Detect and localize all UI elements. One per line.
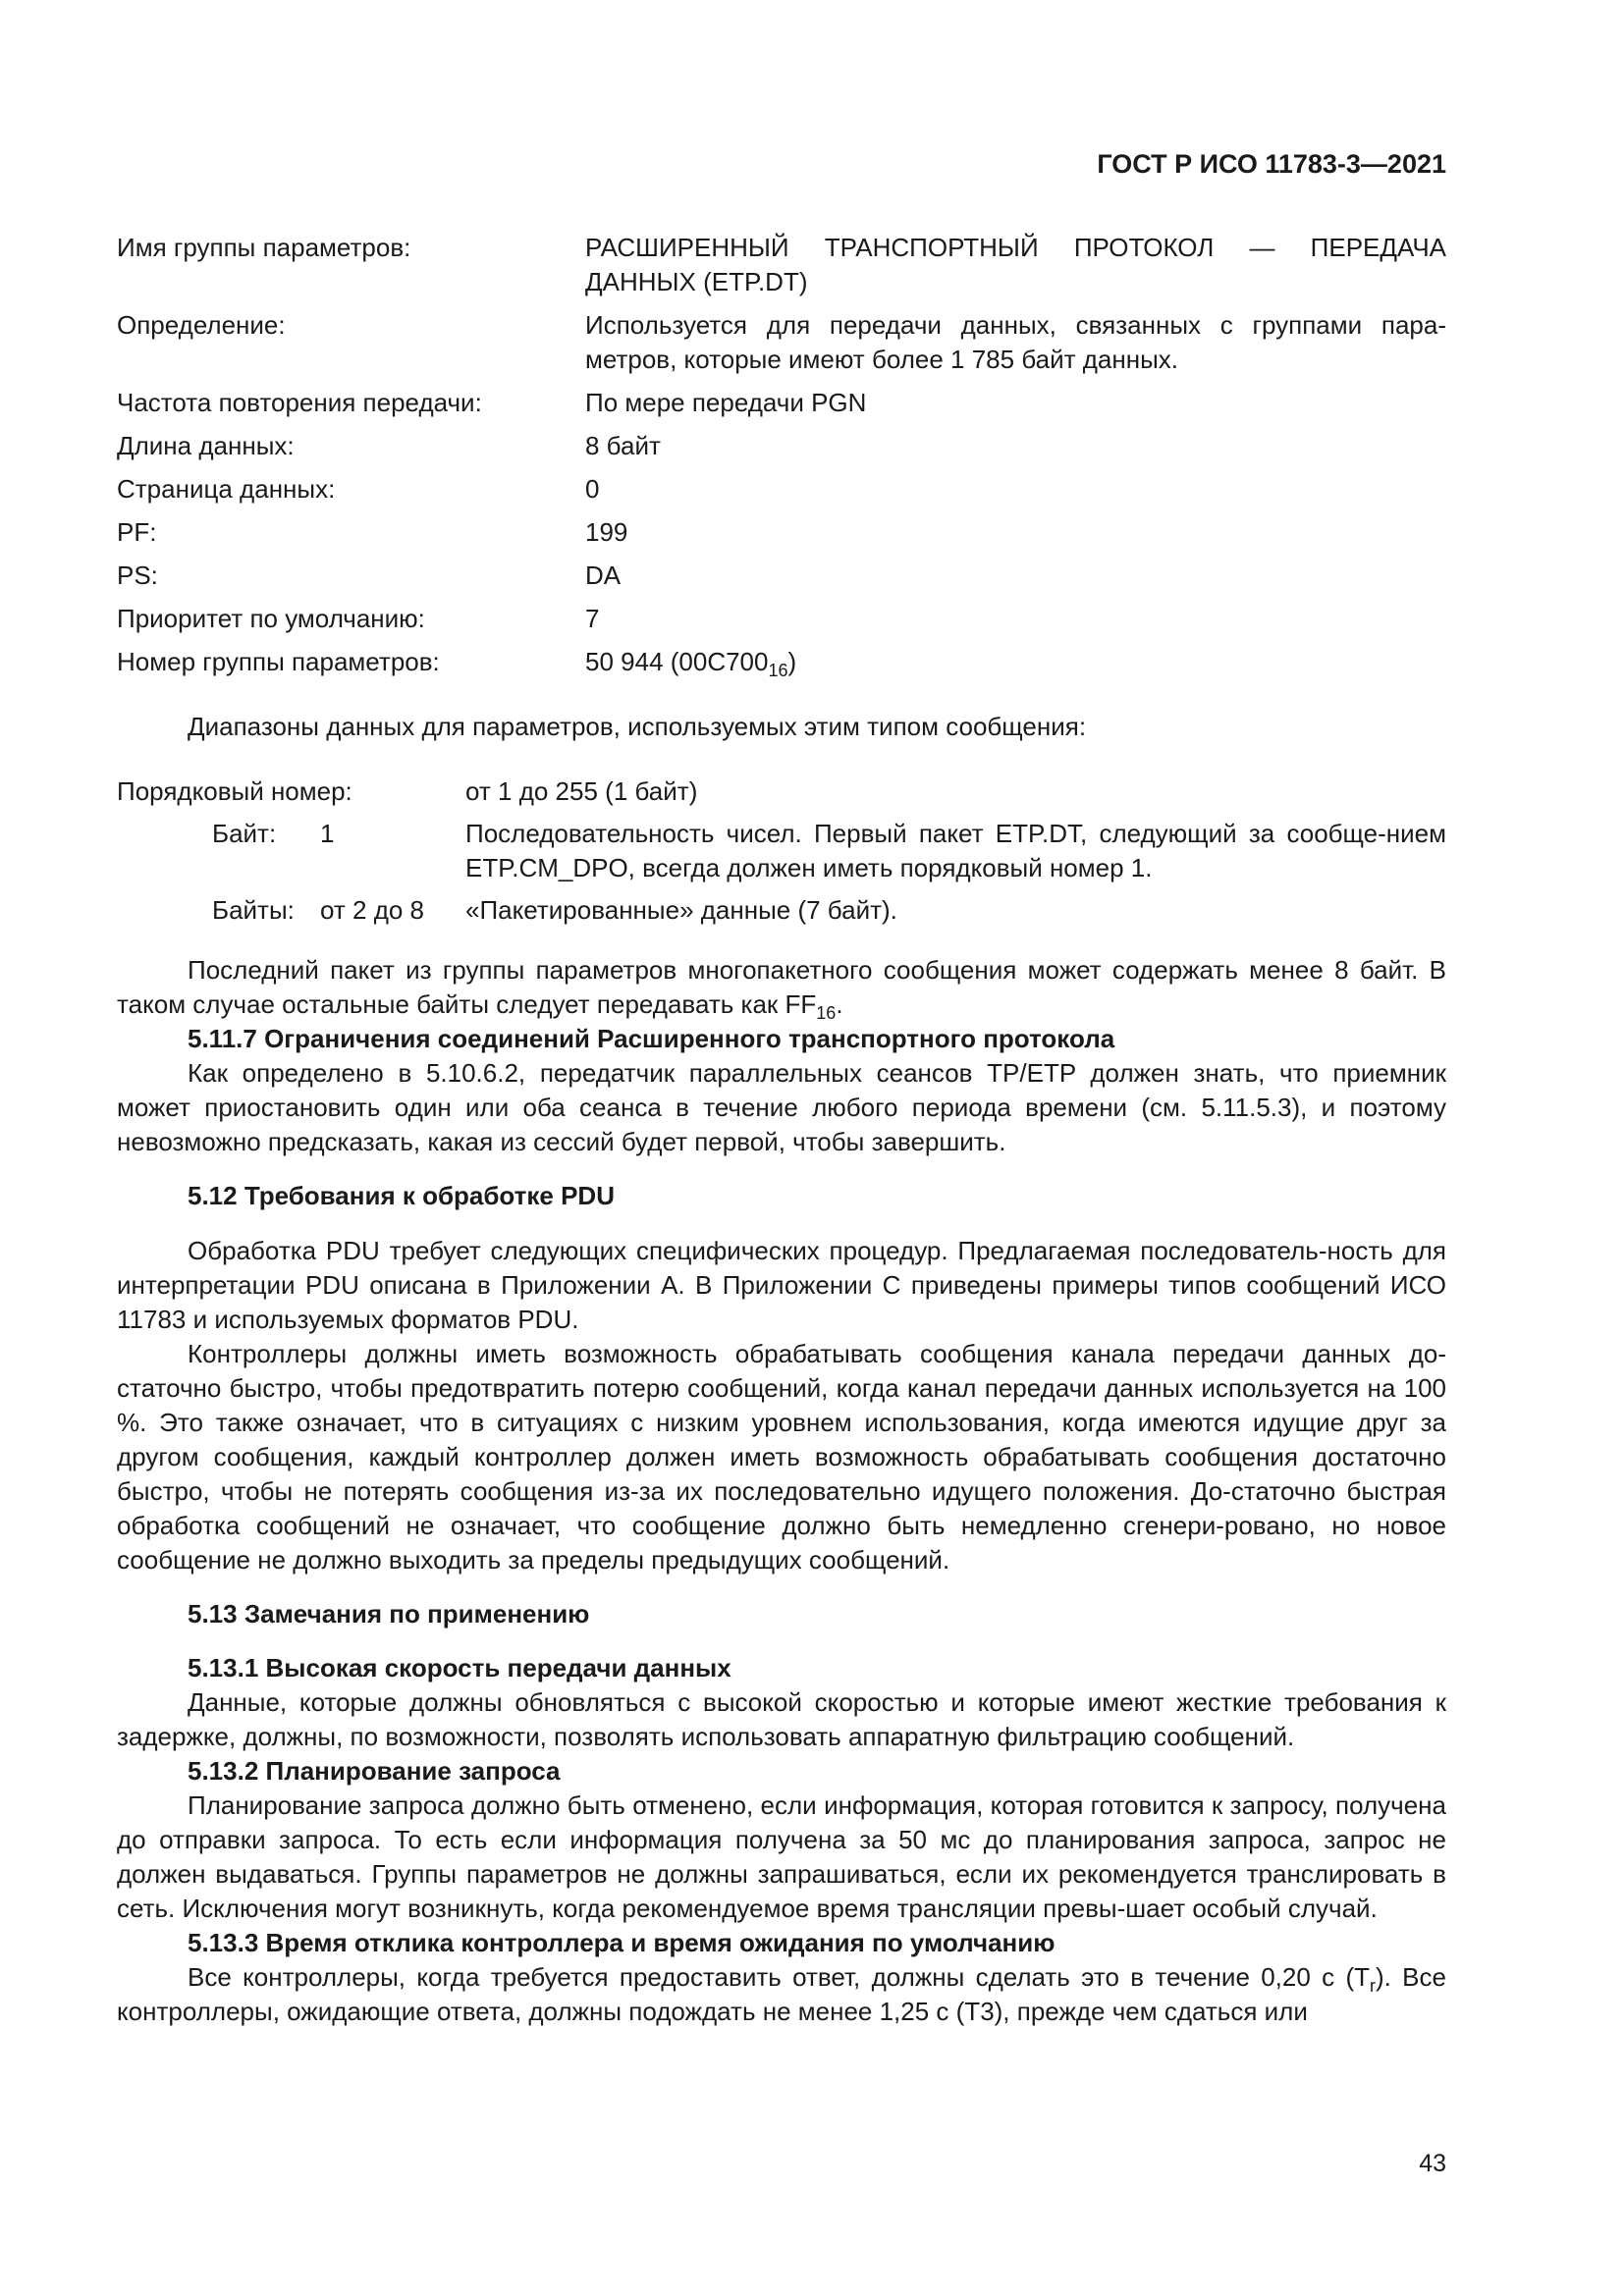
- param-value: 8 байт: [585, 431, 661, 460]
- param-row: [117, 308, 1446, 377]
- param-label: Имя группы параметров:: [117, 233, 411, 262]
- param-value: Используется для передачи данных, связанных с группами пара-метров, которые имеют более 1 785 байт данных.: [585, 310, 1446, 374]
- param-value: РАСШИРЕННЫЙ ТРАНСПОРТНЫЙ ПРОТОКОЛ — ПЕРЕДАЧА ДАННЫХ (ETP.DT): [585, 233, 1446, 296]
- param-row: [117, 602, 1446, 636]
- sequence-table: [117, 774, 1446, 928]
- section-heading-5-11-7: 5.11.7 Ограничения соединений Расширенного транспортного протокола: [188, 1024, 1115, 1053]
- parameter-table: [117, 231, 1446, 679]
- page-content: [117, 231, 1446, 2029]
- byte-description: «Пакетированные» данные (7 байт).: [465, 895, 897, 925]
- section-heading-5-13-3: 5.13.3 Время отклика контроллера и время ожидания по умолчанию: [188, 1928, 1056, 1957]
- param-value: 199: [585, 517, 628, 547]
- param-label: PF:: [117, 517, 157, 547]
- param-label: PS:: [117, 561, 158, 590]
- paragraph-5-11-7: Как определено в 5.10.6.2, передатчик параллельных сеансов TP/ETP должен знать, что приемник может приостановить один или оба сеанса в течение любого периода времени (см. 5.11.5.3), и поэтому невозможно предсказать, какая из сессий будет первой, чтобы завершить.: [117, 1058, 1446, 1156]
- sequence-byte-row: [117, 817, 1446, 885]
- ranges-intro: Диапазоны данных для параметров, используемых этим типом сообщения:: [188, 712, 1087, 741]
- param-value: DA: [585, 561, 622, 590]
- param-label: Номер группы параметров:: [117, 647, 440, 676]
- sequence-header-row: [117, 774, 1446, 809]
- sequence-byte-row: [117, 893, 1446, 928]
- section-heading-5-13-2: 5.13.2 Планирование запроса: [188, 1756, 561, 1786]
- param-label: Частота повторения передачи:: [117, 388, 482, 417]
- param-value: По мере передачи PGN: [585, 388, 867, 417]
- section-heading-5-13: 5.13 Замечания по применению: [188, 1599, 590, 1629]
- byte-index: 1: [320, 819, 335, 848]
- param-row: [117, 472, 1446, 507]
- section-heading-5-13-1: 5.13.1 Высокая скорость передачи данных: [188, 1653, 731, 1682]
- param-row: [117, 429, 1446, 463]
- param-row: [117, 515, 1446, 550]
- param-value: 0: [585, 474, 600, 504]
- paragraph-5-13-3: Все контроллеры, когда требуется предоставить ответ, должны сделать это в течение 0,20 с $(T_r)$. Все контроллеры, ожидающие ответа, должны подождать не менее 1,25 с (T3), прежде чем сдаться или: [117, 1962, 1446, 2026]
- param-row: [117, 386, 1446, 420]
- param-label: Приоритет по умолчанию:: [117, 604, 425, 633]
- param-label: Страница данных:: [117, 474, 336, 504]
- param-row: [117, 231, 1446, 299]
- sequence-label: Порядковый номер:: [117, 776, 352, 806]
- last-packet-paragraph: Последний пакет из группы параметров многопакетного сообщения может содержать менее 8 байт. В таком случае остальные байты следует передавать как $FF_{16}$.: [117, 955, 1446, 1024]
- param-value: 50 944 $(00C700_{16})$: [585, 647, 797, 681]
- paragraph-5-13-2: Планирование запроса должно быть отменено, если информация, которая готовится к запросу, получена до отправки запроса. То есть если информация получена за 50 мс до планирования запроса, запрос не должен выдаваться. Группы параметров не должны запрашиваться, если их рекомендуется транслировать в сеть. Исключения могут возникнуть, когда рекомендуемое время трансляции превы-шает особый случай.: [117, 1790, 1446, 1923]
- document-header: ГОСТ Р ИСО 11783-3—2021: [1097, 149, 1446, 179]
- paragraph-5-12-1: Обработка PDU требует следующих специфических процедур. Предлагаемая последователь-ность для интерпретации PDU описана в Приложении А. В Приложении С приведены примеры типов сообщений ИСО 11783 и используемых форматов PDU.: [117, 1236, 1446, 1334]
- param-value: 7: [585, 604, 600, 633]
- page-number: 43: [1419, 2150, 1446, 2177]
- byte-label: Байт:: [212, 819, 277, 848]
- paragraph-5-12-2: Контроллеры должны иметь возможность обрабатывать сообщения канала передачи данных до-статочно быстро, чтобы предотвратить потерю сообщений, когда канал передачи данных используется на 100 %. Это также означает, что в ситуациях с низким уровнем использования, когда имеются идущие друг за другом сообщения, каждый контроллер должен иметь возможность обрабатывать сообщения достаточно быстро, чтобы не потерять сообщения из-за их последовательно идущего положения. До-статочно быстрая обработка сообщений не означает, что сообщение должно быть немедленно сгенери-ровано, но новое сообщение не должно выходить за пределы предыдущих сообщений.: [117, 1339, 1446, 1575]
- paragraph-5-13-1: Данные, которые должны обновляться с высокой скоростью и которые имеют жесткие требования к задержке, должны, по возможности, позволять использовать аппаратную фильтрацию сообщений.: [117, 1687, 1446, 1751]
- param-label: Длина данных:: [117, 431, 295, 460]
- sequence-value: от 1 до 255 (1 байт): [465, 776, 698, 806]
- byte-description: Последовательность чисел. Первый пакет ETP.DT, следующий за сообще-нием ETP.CM_DPO, всегда должен иметь порядковый номер 1.: [465, 819, 1446, 882]
- param-row: [117, 645, 1446, 679]
- param-label: Определение:: [117, 310, 286, 340]
- section-heading-5-12: 5.12 Требования к обработке PDU: [188, 1181, 615, 1210]
- byte-label: Байты:: [212, 895, 295, 925]
- param-row: [117, 559, 1446, 593]
- byte-index: от 2 до 8: [320, 895, 425, 925]
